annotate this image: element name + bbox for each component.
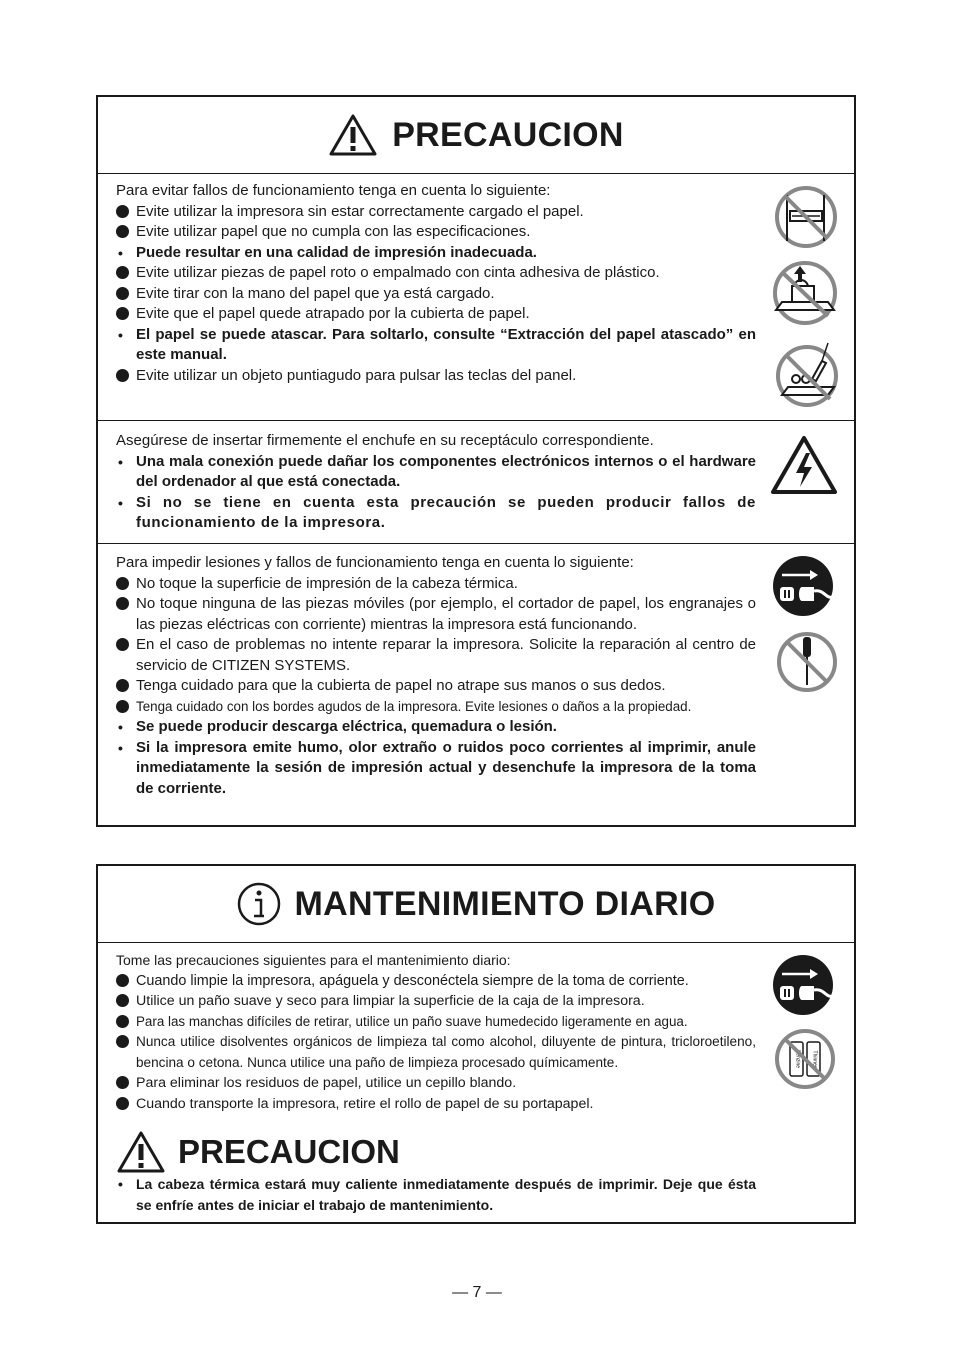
warning-triangle-icon <box>116 1130 166 1174</box>
list-item: Utilice un paño suave y seco para limpiar la superficie de la caja de la impresora. <box>116 991 756 1012</box>
section-intro: Asegúrese de insertar firmemente el enchufe en su receptáculo correspondiente. <box>116 432 654 449</box>
solvent-label-benzine: Benzine <box>794 1049 801 1069</box>
list-item: Tenga cuidado con los bordes agudos de la impresora. Evite lesiones o daños a la propiedad. <box>116 697 756 718</box>
maintenance-title: MANTENIMIENTO DIARIO <box>294 884 716 923</box>
sub-item: • Si la impresora emite humo, olor extraño o ruidos poco corrientes al imprimir, anule inmediatamente la sesión de impresión actual y desenchufe la impresora de la toma de corriente. <box>118 738 756 797</box>
section-2-text <box>116 431 756 534</box>
precaution-header <box>98 97 854 174</box>
precaution-section-3 <box>116 553 756 799</box>
page-number: — 7 — <box>452 1284 502 1301</box>
sub-item: • Se puede producir descarga eléctrica, quemadura o lesión. <box>118 718 557 735</box>
unplug-icon <box>772 555 834 617</box>
maintenance-list <box>116 950 756 1114</box>
unplug-icon <box>772 954 834 1016</box>
list-item: Evite que el papel quede atrapado por la cubierta de papel. <box>116 304 756 325</box>
list-item: En el caso de problemas no intente reparar la impresora. Solicite la reparación al centro de servicio de CITIZEN SYSTEMS. <box>116 635 756 676</box>
section-intro: Para impedir lesiones y fallos de funcionamiento tenga en cuenta lo siguiente: <box>116 554 634 571</box>
sub-item: • El papel se puede atascar. Para soltarlo, consulte “Extracción del papel atascado” en este manual. <box>118 325 756 363</box>
list-item: Tenga cuidado para que la cubierta de papel no atrape sus manos o sus dedos. <box>116 676 756 697</box>
no-solvents-icon <box>774 1028 836 1090</box>
list-item: Evite utilizar un objeto puntiagudo para pulsar las teclas del panel. <box>116 366 756 387</box>
precaution-section-1 <box>116 181 756 386</box>
section-intro: Para evitar fallos de funcionamiento tenga en cuenta lo siguiente: <box>116 182 551 199</box>
list-item: Nunca utilice disolventes orgánicos de limpieza tal como alcohol, diluyente de pintura, tricloroetileno, bencina o cetona. Nunca utilice una paño de limpieza procesado químicamente. <box>116 1032 756 1073</box>
sub-item: • La cabeza térmica estará muy caliente inmediatamente después de imprimir. Deje que ésta se enfríe antes de iniciar el trabajo de mantenimiento. <box>118 1176 756 1213</box>
warning-triangle-icon <box>328 113 378 157</box>
list-item: Evite utilizar la impresora sin estar correctamente cargado el papel. <box>116 202 756 223</box>
list-item: Para eliminar los residuos de papel, utilice un cepillo blando. <box>116 1073 756 1094</box>
maintenance-precaution-header <box>116 1130 400 1174</box>
list-item: Evite utilizar papel que no cumpla con las especificaciones. <box>116 222 756 243</box>
info-icon <box>237 880 281 928</box>
electric-shock-icon <box>770 435 838 495</box>
list-item: Cuando transporte la impresora, retire el rollo de papel de su portapapel. <box>116 1094 756 1115</box>
precaution-section-2 <box>98 420 854 544</box>
sub-item: • Puede resultar en una calidad de impresión inadecuada. <box>118 243 537 261</box>
solvent-label-thinner: Thinner <box>811 1050 818 1068</box>
list-item: Evite utilizar piezas de papel roto o empalmado con cinta adhesiva de plástico. <box>116 263 756 284</box>
maintenance-header <box>98 866 854 943</box>
precaution-box <box>96 95 856 827</box>
list-item: Evite tirar con la mano del papel que ya está cargado. <box>116 284 756 305</box>
precaution-title: PRECAUCION <box>392 115 624 154</box>
no-screwdriver-icon <box>776 631 838 693</box>
maintenance-precaution-text <box>116 1174 756 1215</box>
section-intro: Tome las precauciones siguientes para el mantenimiento diario: <box>116 952 511 968</box>
list-item: No toque la superficie de impresión de la cabeza térmica. <box>116 574 756 595</box>
list-item: Para las manchas difíciles de retirar, utilice un paño suave humedecido ligeramente en agua. <box>116 1012 756 1033</box>
sub-item: • Una mala conexión puede dañar los componentes electrónicos internos o el hardware del ordenador al que está conectada. <box>118 452 756 490</box>
no-pull-paper-icon <box>770 260 840 326</box>
maintenance-precaution-title: PRECAUCION <box>178 1133 400 1170</box>
list-item: No toque ninguna de las piezas móviles (por ejemplo, el cortador de papel, los engranajes o las piezas eléctricas con corriente) mientras la impresora está funcionando. <box>116 594 756 635</box>
no-paper-misload-icon <box>774 185 838 249</box>
no-sharp-object-icon <box>774 339 840 409</box>
list-item: Cuando limpie la impresora, apáguela y desconéctela siempre de la toma de corriente. <box>116 971 756 992</box>
sub-item: • Si no se tiene en cuenta esta precaución se pueden producir fallos de funcionamiento de la impresora. <box>118 493 756 531</box>
maintenance-box <box>96 864 856 1224</box>
